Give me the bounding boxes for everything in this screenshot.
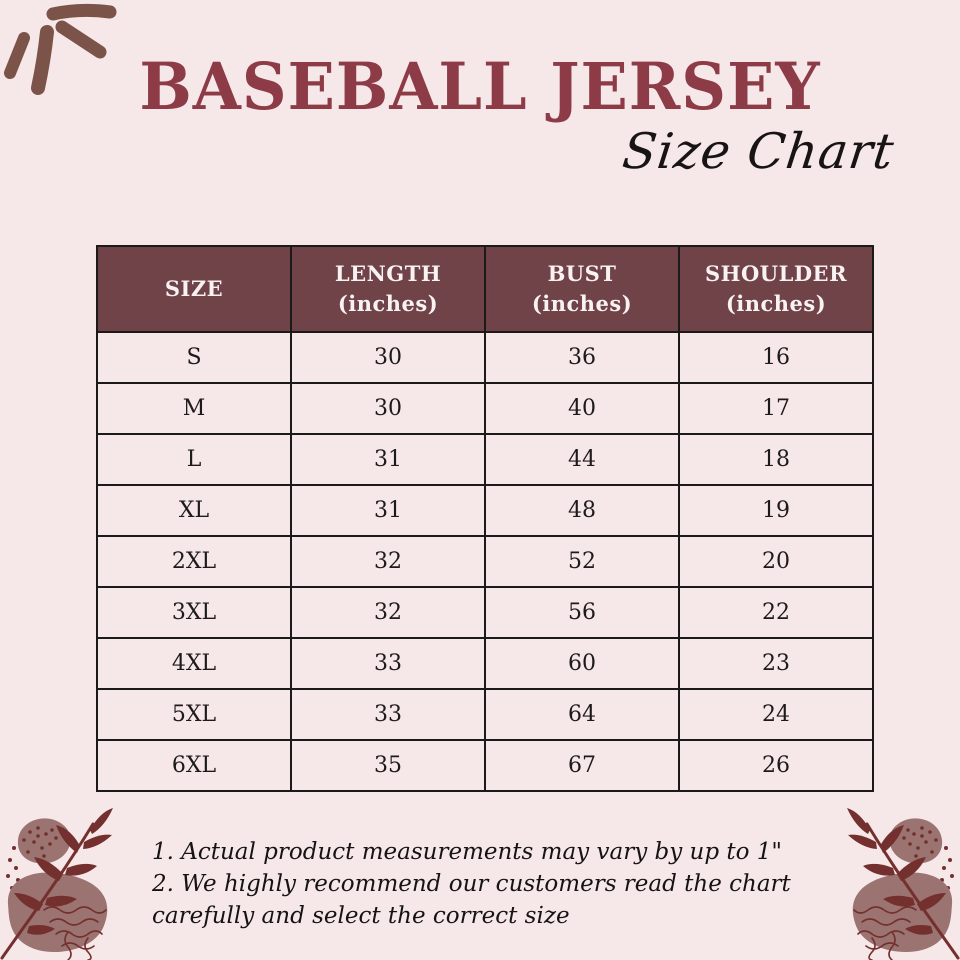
footnotes — [152, 836, 858, 933]
shoulder-cell: 23 — [679, 638, 873, 689]
column-unit: (inches) — [531, 291, 633, 316]
column-header-bust — [485, 246, 679, 332]
column-unit: (inches) — [725, 291, 827, 316]
column-header-size — [97, 246, 291, 332]
column-label: SHOULDER — [704, 260, 848, 286]
size-chart-container — [96, 245, 874, 792]
footnote-2: 2. We highly recommend our customers read the chart carefully and select the correct size — [152, 871, 791, 930]
size-cell: 4XL — [97, 638, 291, 689]
size-chart-table — [96, 245, 874, 792]
bust-cell: 36 — [485, 332, 679, 383]
size-cell: 6XL — [97, 740, 291, 791]
page-title: BASEBALL JERSEY — [139, 48, 821, 125]
column-header-length — [291, 246, 485, 332]
column-label: LENGTH — [334, 260, 442, 286]
table-row-m — [97, 383, 873, 434]
bust-cell: 60 — [485, 638, 679, 689]
botanical-plant-icon-mirrored — [808, 806, 960, 960]
column-unit: (inches) — [337, 291, 439, 316]
botanical-plant-icon — [0, 806, 152, 960]
column-label: BUST — [547, 260, 617, 286]
shoulder-cell: 22 — [679, 587, 873, 638]
shoulder-cell: 19 — [679, 485, 873, 536]
length-cell: 32 — [291, 587, 485, 638]
length-cell: 32 — [291, 536, 485, 587]
shoulder-cell: 18 — [679, 434, 873, 485]
table-row-2xl — [97, 536, 873, 587]
bust-cell: 52 — [485, 536, 679, 587]
shoulder-cell: 26 — [679, 740, 873, 791]
table-row-l — [97, 434, 873, 485]
script-subtitle: Size Chart — [619, 123, 898, 180]
size-cell: XL — [97, 485, 291, 536]
length-cell: 31 — [291, 485, 485, 536]
bust-cell: 56 — [485, 587, 679, 638]
shoulder-cell: 20 — [679, 536, 873, 587]
length-cell: 30 — [291, 332, 485, 383]
size-cell: M — [97, 383, 291, 434]
shoulder-cell: 24 — [679, 689, 873, 740]
footnote-1: 1. Actual product measurements may vary by up to 1" — [152, 839, 782, 865]
column-header-shoulder — [679, 246, 873, 332]
bust-cell: 64 — [485, 689, 679, 740]
size-cell: 3XL — [97, 587, 291, 638]
shoulder-cell: 16 — [679, 332, 873, 383]
size-cell: 5XL — [97, 689, 291, 740]
bust-cell: 48 — [485, 485, 679, 536]
length-cell: 35 — [291, 740, 485, 791]
bust-cell: 44 — [485, 434, 679, 485]
bust-cell: 67 — [485, 740, 679, 791]
length-cell: 33 — [291, 638, 485, 689]
header-row — [97, 246, 873, 332]
table-row-xl — [97, 485, 873, 536]
table-row-6xl — [97, 740, 873, 791]
size-cell: S — [97, 332, 291, 383]
size-cell: 2XL — [97, 536, 291, 587]
shoulder-cell: 17 — [679, 383, 873, 434]
table-row-4xl — [97, 638, 873, 689]
table-row-s — [97, 332, 873, 383]
size-cell: L — [97, 434, 291, 485]
table-row-3xl — [97, 587, 873, 638]
length-cell: 31 — [291, 434, 485, 485]
column-label: SIZE — [164, 275, 224, 301]
length-cell: 33 — [291, 689, 485, 740]
length-cell: 30 — [291, 383, 485, 434]
table-row-5xl — [97, 689, 873, 740]
bust-cell: 40 — [485, 383, 679, 434]
